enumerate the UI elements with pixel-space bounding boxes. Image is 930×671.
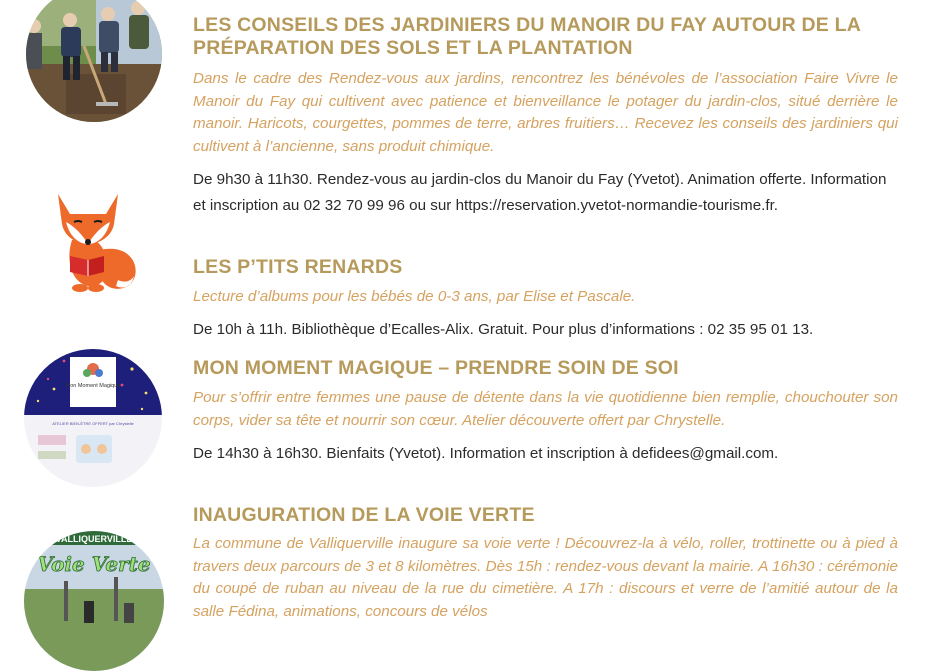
magic-logo-text: Mon Moment Magique	[65, 383, 121, 389]
event-title: MON MOMENT MAGIQUE – PRENDRE SOIN DE SOI	[193, 357, 679, 379]
event-info: De 14h30 à 16h30. Bienfaits (Yvetot). Information et inscription à defidees@gmail.com.	[193, 445, 779, 462]
voie-script-text: Voie Verte	[37, 552, 151, 576]
moment-magique-flyer	[24, 349, 162, 487]
event-renards	[193, 256, 898, 342]
gardeners-photo	[26, 0, 162, 122]
event-title: LES P’TITS RENARDS	[193, 256, 403, 278]
event-voie-verte	[193, 504, 898, 623]
voie-sign-text: VALLIQUERVILLE	[55, 534, 133, 544]
event-description: Lecture d’albums pour les bébés de 0-3 ans, par Elise et Pascale.	[193, 288, 636, 305]
event-title: INAUGURATION DE LA VOIE VERTE	[193, 504, 535, 526]
event-info: De 10h à 11h. Bibliothèque d’Ecalles-Alix. Gratuit. Pour plus d’informations : 02 35 95 01 13.	[193, 320, 814, 338]
event-title: LES CONSEILS DES JARDINIERS DU MANOIR DU FAY AUTOUR DE LA PRÉPARATION DES SOLS ET LA PLANTATION	[193, 14, 861, 59]
event-description: La commune de Valliquerville inaugure sa voie verte ! Découvrez-la à vélo, roller, trottinette ou à pied à travers deux parcours de 3 et 8 kilomètres. Dès 15h : rendez-vous devant la mairie. A 16h30 : cérémonie du coupé de ruban au niveau de la rue du cimetière. A 17h : discours et verre de l’amitié autour de la salle Fédina, animations, concours de vélos	[193, 535, 898, 620]
event-garden	[193, 14, 898, 218]
magic-banner-text: ATELIER BIEN-ÊTRE OFFERT par Chrystelle	[52, 421, 134, 426]
event-description: Pour s’offrir entre femmes une pause de détente dans la vie quotidienne bien remplie, chouchouter son corps, vider sa tête et nourrir son cœur. Atelier découverte offert par Chrystelle.	[193, 389, 898, 429]
fox-illustration	[40, 180, 144, 294]
event-moment-magique	[193, 357, 898, 467]
voie-verte-photo	[24, 531, 164, 671]
event-info: De 9h30 à 11h30. Rendez-vous au jardin-clos du Manoir du Fay (Yvetot). Animation offerte. Information et inscription au 02 32 70 99 96 ou sur https://reservation.yvetot-normandie-tourisme.fr.	[193, 171, 887, 214]
event-description: Dans le cadre des Rendez-vous aux jardins, rencontrez les bénévoles de l’association Faire Vivre le Manoir du Fay qui cultivent avec patience et bienveillance le potager du jardin-clos, situé derrière le manoir. Haricots, courgettes, pommes de terre, arbres fruitiers… Recevez les conseils des jardiniers qui cultivent à l’ancienne, sans produit chimique.	[193, 70, 898, 155]
